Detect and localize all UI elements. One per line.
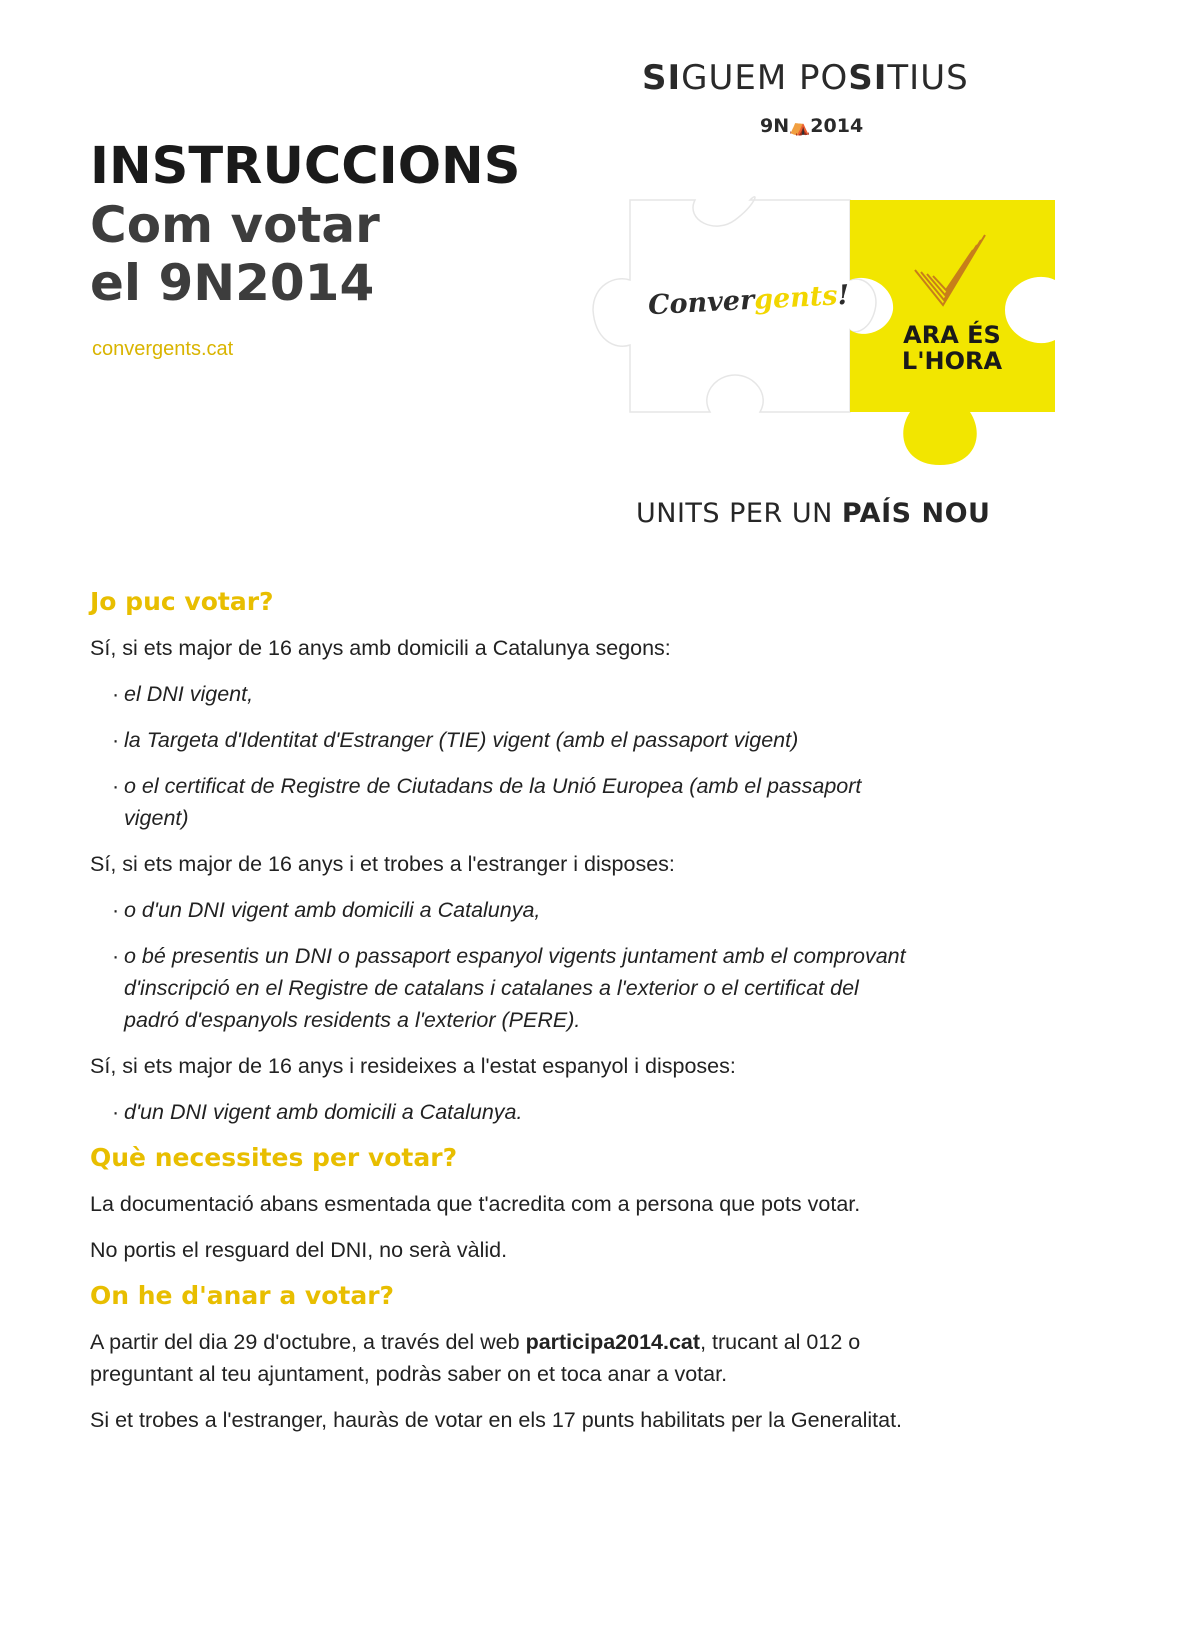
- heading-what-do-you-need: Què necessites per votar?: [90, 1143, 458, 1172]
- paragraph: Si et trobes a l'estranger, hauràs de votar en els 17 punts habilitats per la Generalitat.: [90, 1408, 903, 1432]
- ballot-box-icon: ⛺: [789, 117, 811, 137]
- puzzle-brand-b: gents: [753, 280, 839, 316]
- paragraph: Sí, si ets major de 16 anys i et trobes a l'estranger i disposes:: [90, 852, 675, 876]
- paragraph: Sí, si ets major de 16 anys amb domicili a Catalunya segons:: [90, 636, 671, 660]
- list-item: · o el certificat de Registre de Ciutadans de la Unió Europea (amb el passaport vigent): [112, 770, 1090, 834]
- slogan: [642, 58, 1002, 98]
- slogan-part-4: TIUS: [887, 58, 969, 98]
- units-bold: PAÍS NOU: [841, 498, 991, 529]
- date-tag: [760, 115, 890, 137]
- subtitle-line-2: el 9N2014: [90, 254, 375, 312]
- subtitle-line-1: Com votar: [90, 196, 380, 254]
- list-item: · la Targeta d'Identitat d'Estranger (TIE) vigent (amb el passaport vigent): [112, 724, 1090, 756]
- requirements-list-3: [90, 1096, 1090, 1128]
- heading-where-to-vote: On he d'anar a votar?: [90, 1281, 395, 1310]
- slogan-part-3: SI: [848, 58, 888, 98]
- puzzle-brand-a: Conver: [647, 284, 756, 322]
- date-right: 2014: [810, 115, 864, 137]
- list-item: · o d'un DNI vigent amb domicili a Catalunya,: [112, 894, 1090, 926]
- hora: L'HORA: [901, 347, 1003, 375]
- slogan-part-1: SI: [642, 58, 682, 98]
- list-item: · d'un DNI vigent amb domicili a Catalunya.: [112, 1096, 1090, 1128]
- units-regular: UNITS PER UN: [636, 498, 842, 529]
- page-title: INSTRUCCIONS: [90, 137, 521, 196]
- list-item: · o bé presentis un DNI o passaport espanyol vigents juntament amb el comprovant d'inscripció en el Registre de catalans i catalanes a l'exterior o el certificat del padró d'espanyols residents a l'exterior (PERE).: [112, 940, 1090, 1036]
- paragraph: No portis el resguard del DNI, no serà vàlid.: [90, 1238, 508, 1262]
- participa-link[interactable]: participa2014.cat: [525, 1330, 701, 1354]
- instructions-content: [90, 586, 1090, 1436]
- paragraph: Sí, si ets major de 16 anys i resideixes a l'estat espanyol i disposes:: [90, 1054, 736, 1078]
- slogan-part-2: GUEM PO: [681, 58, 849, 98]
- paragraph: La documentació abans esmentada que t'acredita com a persona que pots votar.: [90, 1192, 861, 1216]
- requirements-list-1: [90, 678, 1090, 834]
- units-tagline: [636, 498, 990, 529]
- ara-es-hora-text: [882, 322, 1022, 374]
- title-block: [90, 138, 520, 312]
- heading-can-i-vote: Jo puc votar?: [90, 587, 274, 616]
- requirements-list-2: [90, 894, 1090, 1036]
- puzzle-brand-c: !: [836, 279, 851, 312]
- paragraph: A partir del dia 29 d'octubre, a través del web participa2014.cat, trucant al 012 o preguntant al teu ajuntament, podràs saber on et toca anar a votar.: [90, 1330, 861, 1386]
- list-item: · el DNI vigent,: [112, 678, 1090, 710]
- date-left: 9N: [760, 115, 790, 137]
- website-link[interactable]: convergents.cat: [92, 338, 234, 360]
- ara-es: ARA ÉS: [903, 321, 1001, 349]
